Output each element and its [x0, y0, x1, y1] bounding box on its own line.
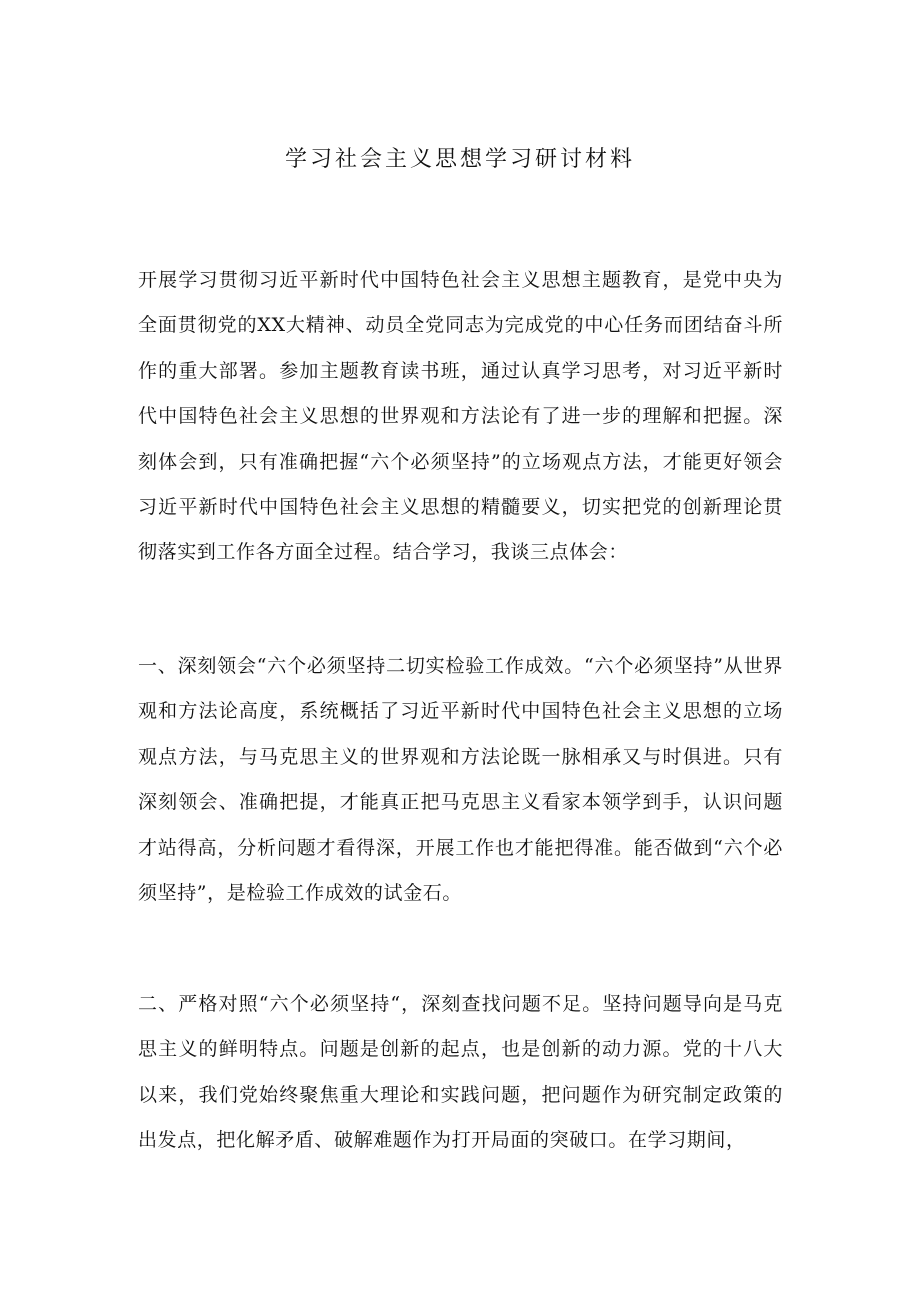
paragraph-intro: 开展学习贯彻习近平新时代中国特色社会主义思想主题教育，是党中央为全面贯彻党的XX大精神、动员全党同志为完成党的中心任务而团结奋斗所作的重大部署。参加主题教育读书班，通过认真学习思考，对习近平新时代中国特色社会主义思想的世界观和方法论有了进一步的理解和把握。深刻体会到，只有准确把握“六个必须坚持”的立场观点方法，才能更好领会习近平新时代中国特色社会主义思想的精髓要义，切实把党的创新理论贯彻落实到工作各方面全过程。结合学习，我谈三点体会： [138, 269, 783, 564]
paragraph-section-one: 一、深刻领会“六个必须坚持二切实检验工作成效。“六个必须坚持”从世界观和方法论高度，系统概括了习近平新时代中国特色社会主义思想的立场观点方法，与马克思主义的世界观和方法论既一脉相承又与时俱进。只有深刻领会、准确把提，才能真正把马克思主义看家本领学到手，认识问题才站得高，分析问题才看得深，开展工作也才能把得准。能否做到“六个必须坚持”，是检验工作成效的试金石。 [138, 655, 783, 905]
paragraph-section-two: 二、严格对照“六个必须坚持“，深刻查找问题不足。坚持问题导向是马克思主义的鲜明特点。问题是创新的起点，也是创新的动力源。党的十八大以来，我们党始终聚焦重大理论和实践问题，把问题作为研究制定政策的出发点，把化解矛盾、破解难题作为打开局面的突破口。在学习期间， [138, 993, 783, 1152]
document-title: 学习社会主义思想学习研讨材料 [284, 147, 635, 172]
